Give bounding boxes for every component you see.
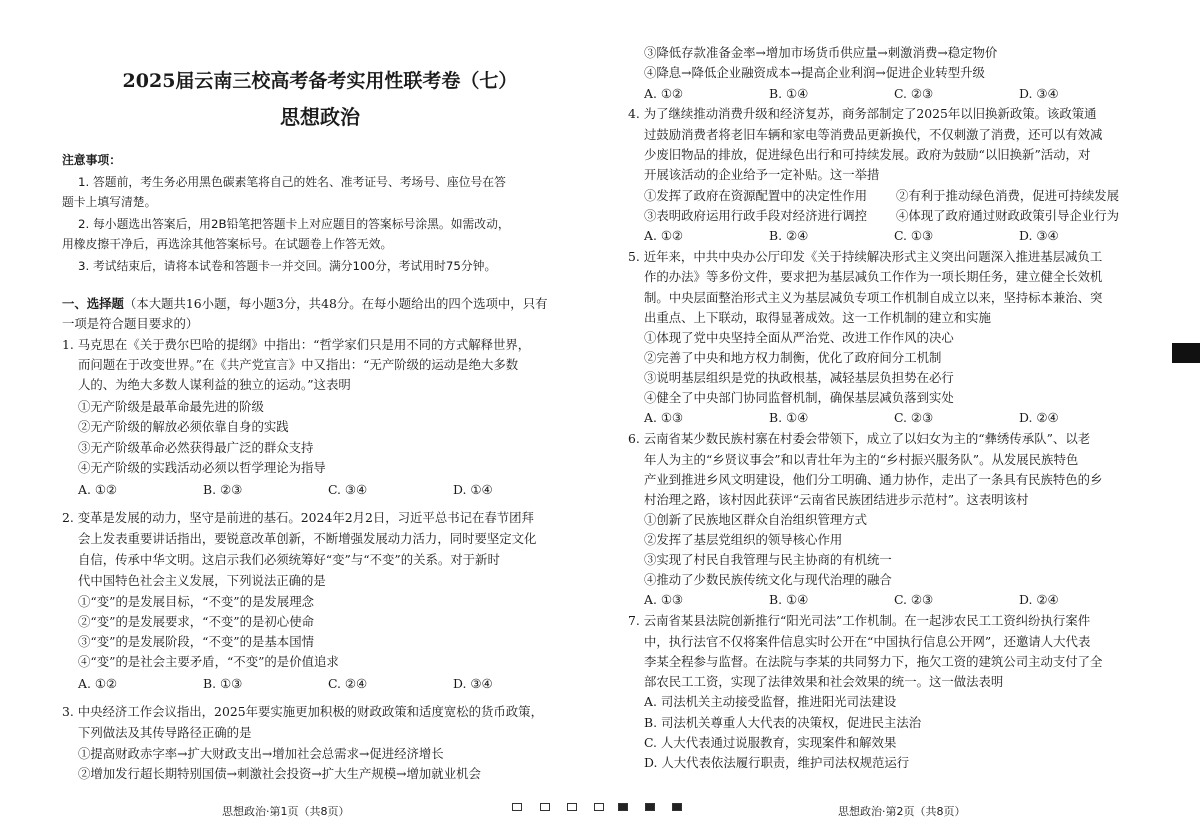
- statement-item: ④体现了政府通过财政政策引导企业行为: [896, 208, 1120, 223]
- statement-item: ③“变”的是发展阶段，“不变”的是基本国情: [78, 634, 314, 649]
- question-text: 4. 为了继续推动消费升级和经济复苏，商务部制定了2025年以旧换新政策。该政策通: [628, 106, 1097, 121]
- option-d[interactable]: D. ①④: [453, 482, 493, 497]
- notice-line: 1. 答题前，考生务必用黑色碳素笔将自己的姓名、准考证号、考场号、座位号在答: [78, 175, 506, 189]
- statement-item: ④“变”的是社会主要矛盾，“不变”的是价值追求: [78, 654, 339, 669]
- question-text: 作的办法》等多份文件，要求把为基层减负工作作为一项长期任务，建立健全长效机: [644, 269, 1103, 284]
- statement-item: ①创新了民族地区群众自治组织管理方式: [644, 512, 868, 527]
- answer-options: [78, 675, 578, 693]
- notice-line: 2. 每小题选出答案后，用2B铅笔把答题卡上对应题目的答案标号涂黑。如需改动，: [78, 217, 510, 231]
- question-text: 5. 近年来，中共中央办公厅印发《关于持续解决形式主义突出问题深入推进基层减负工: [628, 249, 1103, 264]
- question-text: 6. 云南省某少数民族村寨在村委会带领下，成立了以妇女为主的“彝绣传承队”、以老: [628, 431, 1091, 446]
- section-heading-line: 一项是符合题目要求的）: [62, 316, 199, 331]
- statement-item: ④无产阶级的实践活动必须以哲学理论为指导: [78, 460, 326, 475]
- option-b[interactable]: B. ①③: [203, 676, 243, 691]
- statement-item: ③无产阶级革命必然获得最广泛的群众支持: [78, 440, 314, 455]
- option-a[interactable]: A. ①③: [644, 410, 684, 425]
- page-footer-left: 思想政治·第1页（共8页）: [222, 805, 350, 818]
- question-text: 开展该活动的企业给予一定补贴。这一举措: [644, 167, 880, 182]
- option-d[interactable]: D. ③④: [1019, 228, 1059, 243]
- question-text: 村治理之路，该村因此获评“云南省民族团结进步示范村”。这表明该村: [644, 492, 1029, 507]
- question-text: 7. 云南省某县法院创新推行“阳光司法”工作机制。在一起涉农民工工资纠纷执行案件: [628, 613, 1091, 628]
- statement-item: ②有利于推动绿色消费，促进可持续发展: [896, 188, 1120, 203]
- statement-item: ②增加发行超长期特别国债→刺激社会投资→扩大生产规模→增加就业机会: [78, 766, 481, 781]
- option-c[interactable]: C. ②③: [894, 410, 934, 425]
- question-text: 年人为主的“乡贤议事会”和以青壮年为主的“乡村振兴服务队”。从发展民族特色: [644, 452, 1079, 467]
- option-d[interactable]: D. 人大代表依法履行职责，维护司法权规范运行: [644, 755, 910, 770]
- option-a[interactable]: A. ①②: [644, 228, 684, 243]
- notice-heading: 注意事项：: [62, 153, 121, 167]
- exam-subject: 思想政治: [280, 105, 360, 129]
- question-text: 下列做法及其传导路径正确的是: [78, 725, 252, 740]
- option-c[interactable]: C. ②③: [894, 592, 934, 607]
- statement-item: ①提高财政赤字率→扩大财政支出→增加社会总需求→促进经济增长: [78, 746, 444, 761]
- question-text: 代中国特色社会主义发展，下列说法正确的是: [78, 573, 326, 588]
- page-edge-marker: [1172, 343, 1200, 363]
- option-a[interactable]: A. ①②: [78, 676, 118, 691]
- statement-item: ①发挥了政府在资源配置中的决定性作用: [644, 188, 868, 203]
- question-text: 部农民工工资，实现了法律效果和社会效果的统一。这一做法表明: [644, 674, 1004, 689]
- statement-item: ③表明政府运用行政手段对经济进行调控: [644, 208, 868, 223]
- question-text: 人的、为绝大多数人谋利益的独立的运动。”这表明: [78, 377, 351, 392]
- answer-options: [78, 481, 578, 499]
- statement-item: ④降息→降低企业融资成本→提高企业利润→促进企业转型升级: [644, 65, 985, 80]
- statement-item: ③说明基层组织是党的执政根基，减轻基层负担势在必行: [644, 370, 954, 385]
- option-b[interactable]: B. ②④: [769, 228, 809, 243]
- statement-item: ③实现了村民自我管理与民主协商的有机统一: [644, 552, 892, 567]
- option-c[interactable]: C. ②④: [328, 676, 368, 691]
- question-text: 自信，传承中华文明。这启示我们必须统筹好“变”与“不变”的关系。对于新时: [78, 552, 500, 567]
- statement-item: ③降低存款准备金率→增加市场货币供应量→刺激消费→稳定物价: [644, 45, 998, 60]
- answer-options: [644, 591, 1144, 609]
- statement-item: ①无产阶级是最革命最先进的阶级: [78, 399, 264, 414]
- question-text: 产业到推进乡风文明建设，他们分工明确、通力协作，走出了一条具有民族特色的乡: [644, 472, 1103, 487]
- binding-mark: [540, 803, 550, 811]
- option-a[interactable]: A. ①③: [644, 592, 684, 607]
- option-c[interactable]: C. ①③: [894, 228, 934, 243]
- answer-options: [644, 85, 1144, 103]
- statement-item: ②发挥了基层党组织的领导核心作用: [644, 532, 843, 547]
- option-a[interactable]: A. ①②: [644, 86, 684, 101]
- section-heading-text: （本大题共16小题，每小题3分，共48分。在每小题给出的四个选项中，只有: [123, 296, 548, 311]
- statement-item: ①体现了党中央坚持全面从严治党、改进工作作风的决心: [644, 330, 954, 345]
- option-d[interactable]: D. ③④: [1019, 86, 1059, 101]
- question-text: 2. 变革是发展的动力，坚守是前进的基石。2024年2月2日，习近平总书记在春节团拜: [62, 510, 534, 525]
- option-a[interactable]: A. 司法机关主动接受监督，推进阳光司法建设: [644, 694, 897, 709]
- question-text: 而问题在于改变世界。”在《共产党宣言》中又指出：“无产阶级的运动是绝大多数: [78, 357, 519, 372]
- notice-line: 用橡皮擦干净后，再选涂其他答案标号。在试题卷上作答无效。: [62, 237, 393, 251]
- option-b[interactable]: B. ②③: [203, 482, 243, 497]
- option-c[interactable]: C. ③④: [328, 482, 368, 497]
- exam-title: 2025届云南三校高考备考实用性联考卷（七）: [122, 70, 518, 92]
- option-d[interactable]: D. ②④: [1019, 592, 1059, 607]
- option-d[interactable]: D. ③④: [453, 676, 493, 691]
- binding-mark: [512, 803, 522, 811]
- option-b[interactable]: B. ①④: [769, 410, 809, 425]
- option-b[interactable]: B. 司法机关尊重人大代表的决策权，促进民主法治: [644, 715, 922, 730]
- question-text: 1. 马克思在《关于费尔巴哈的提纲》中指出：“哲学家们只是用不同的方式解释世界，: [62, 337, 531, 352]
- option-d[interactable]: D. ②④: [1019, 410, 1059, 425]
- option-c[interactable]: C. 人大代表通过说服教育，实现案件和解效果: [644, 735, 897, 750]
- question-text: 会上发表重要讲话指出，要锐意改革创新，不断增强发展动力活力，同时要坚定文化: [78, 531, 537, 546]
- statement-item: ②“变”的是发展要求，“不变”的是初心使命: [78, 614, 314, 629]
- question-text: 中，执行法官不仅将案件信息实时公开在“中国执行信息公开网”，还邀请人大代表: [644, 634, 1091, 649]
- answer-options: [644, 409, 1144, 427]
- statement-item: ①“变”的是发展目标，“不变”的是发展理念: [78, 594, 314, 609]
- question-text: 制。中央层面整治形式主义为基层减负专项工作机制自成立以来，坚持标本兼治、突: [644, 290, 1103, 305]
- binding-mark-filled: [645, 803, 655, 811]
- binding-mark-filled: [672, 803, 682, 811]
- statement-item: ②完善了中央和地方权力制衡，优化了政府间分工机制: [644, 350, 942, 365]
- option-b[interactable]: B. ①④: [769, 86, 809, 101]
- binding-mark: [594, 803, 604, 811]
- notice-line: 题卡上填写清楚。: [62, 195, 157, 209]
- notice-line: 3. 考试结束后，请将本试卷和答题卡一并交回。满分100分，考试用时75分钟。: [78, 259, 497, 273]
- question-text: 李某全程参与监督。在法院与李某的共同努力下，拖欠工资的建筑公司主动支付了全: [644, 654, 1103, 669]
- option-b[interactable]: B. ①④: [769, 592, 809, 607]
- question-text: 少废旧物品的排放，促进绿色出行和可持续发展。政府为鼓励“以旧换新”活动，对: [644, 147, 1091, 162]
- option-a[interactable]: A. ①②: [78, 482, 118, 497]
- question-text: 过鼓励消费者将老旧车辆和家电等消费品更新换代，不仅刺激了消费，还可以有效减: [644, 127, 1103, 142]
- option-c[interactable]: C. ②③: [894, 86, 934, 101]
- answer-options: [644, 227, 1144, 245]
- section-heading-bold: 一、选择题: [62, 296, 124, 311]
- question-text: 出重点、上下联动，取得显著成效。这一工作机制的建立和实施: [644, 310, 991, 325]
- page-footer-right: 思想政治·第2页（共8页）: [838, 805, 966, 818]
- statement-item: ④健全了中央部门协同监督机制，确保基层减负落到实处: [644, 390, 954, 405]
- binding-mark-filled: [618, 803, 628, 811]
- statement-item: ④推动了少数民族传统文化与现代治理的融合: [644, 572, 892, 587]
- binding-mark: [567, 803, 577, 811]
- statement-item: ②无产阶级的解放必须依靠自身的实践: [78, 419, 289, 434]
- question-text: 3. 中央经济工作会议指出，2025年要实施更加积极的财政政策和适度宽松的货币政策，: [62, 704, 543, 719]
